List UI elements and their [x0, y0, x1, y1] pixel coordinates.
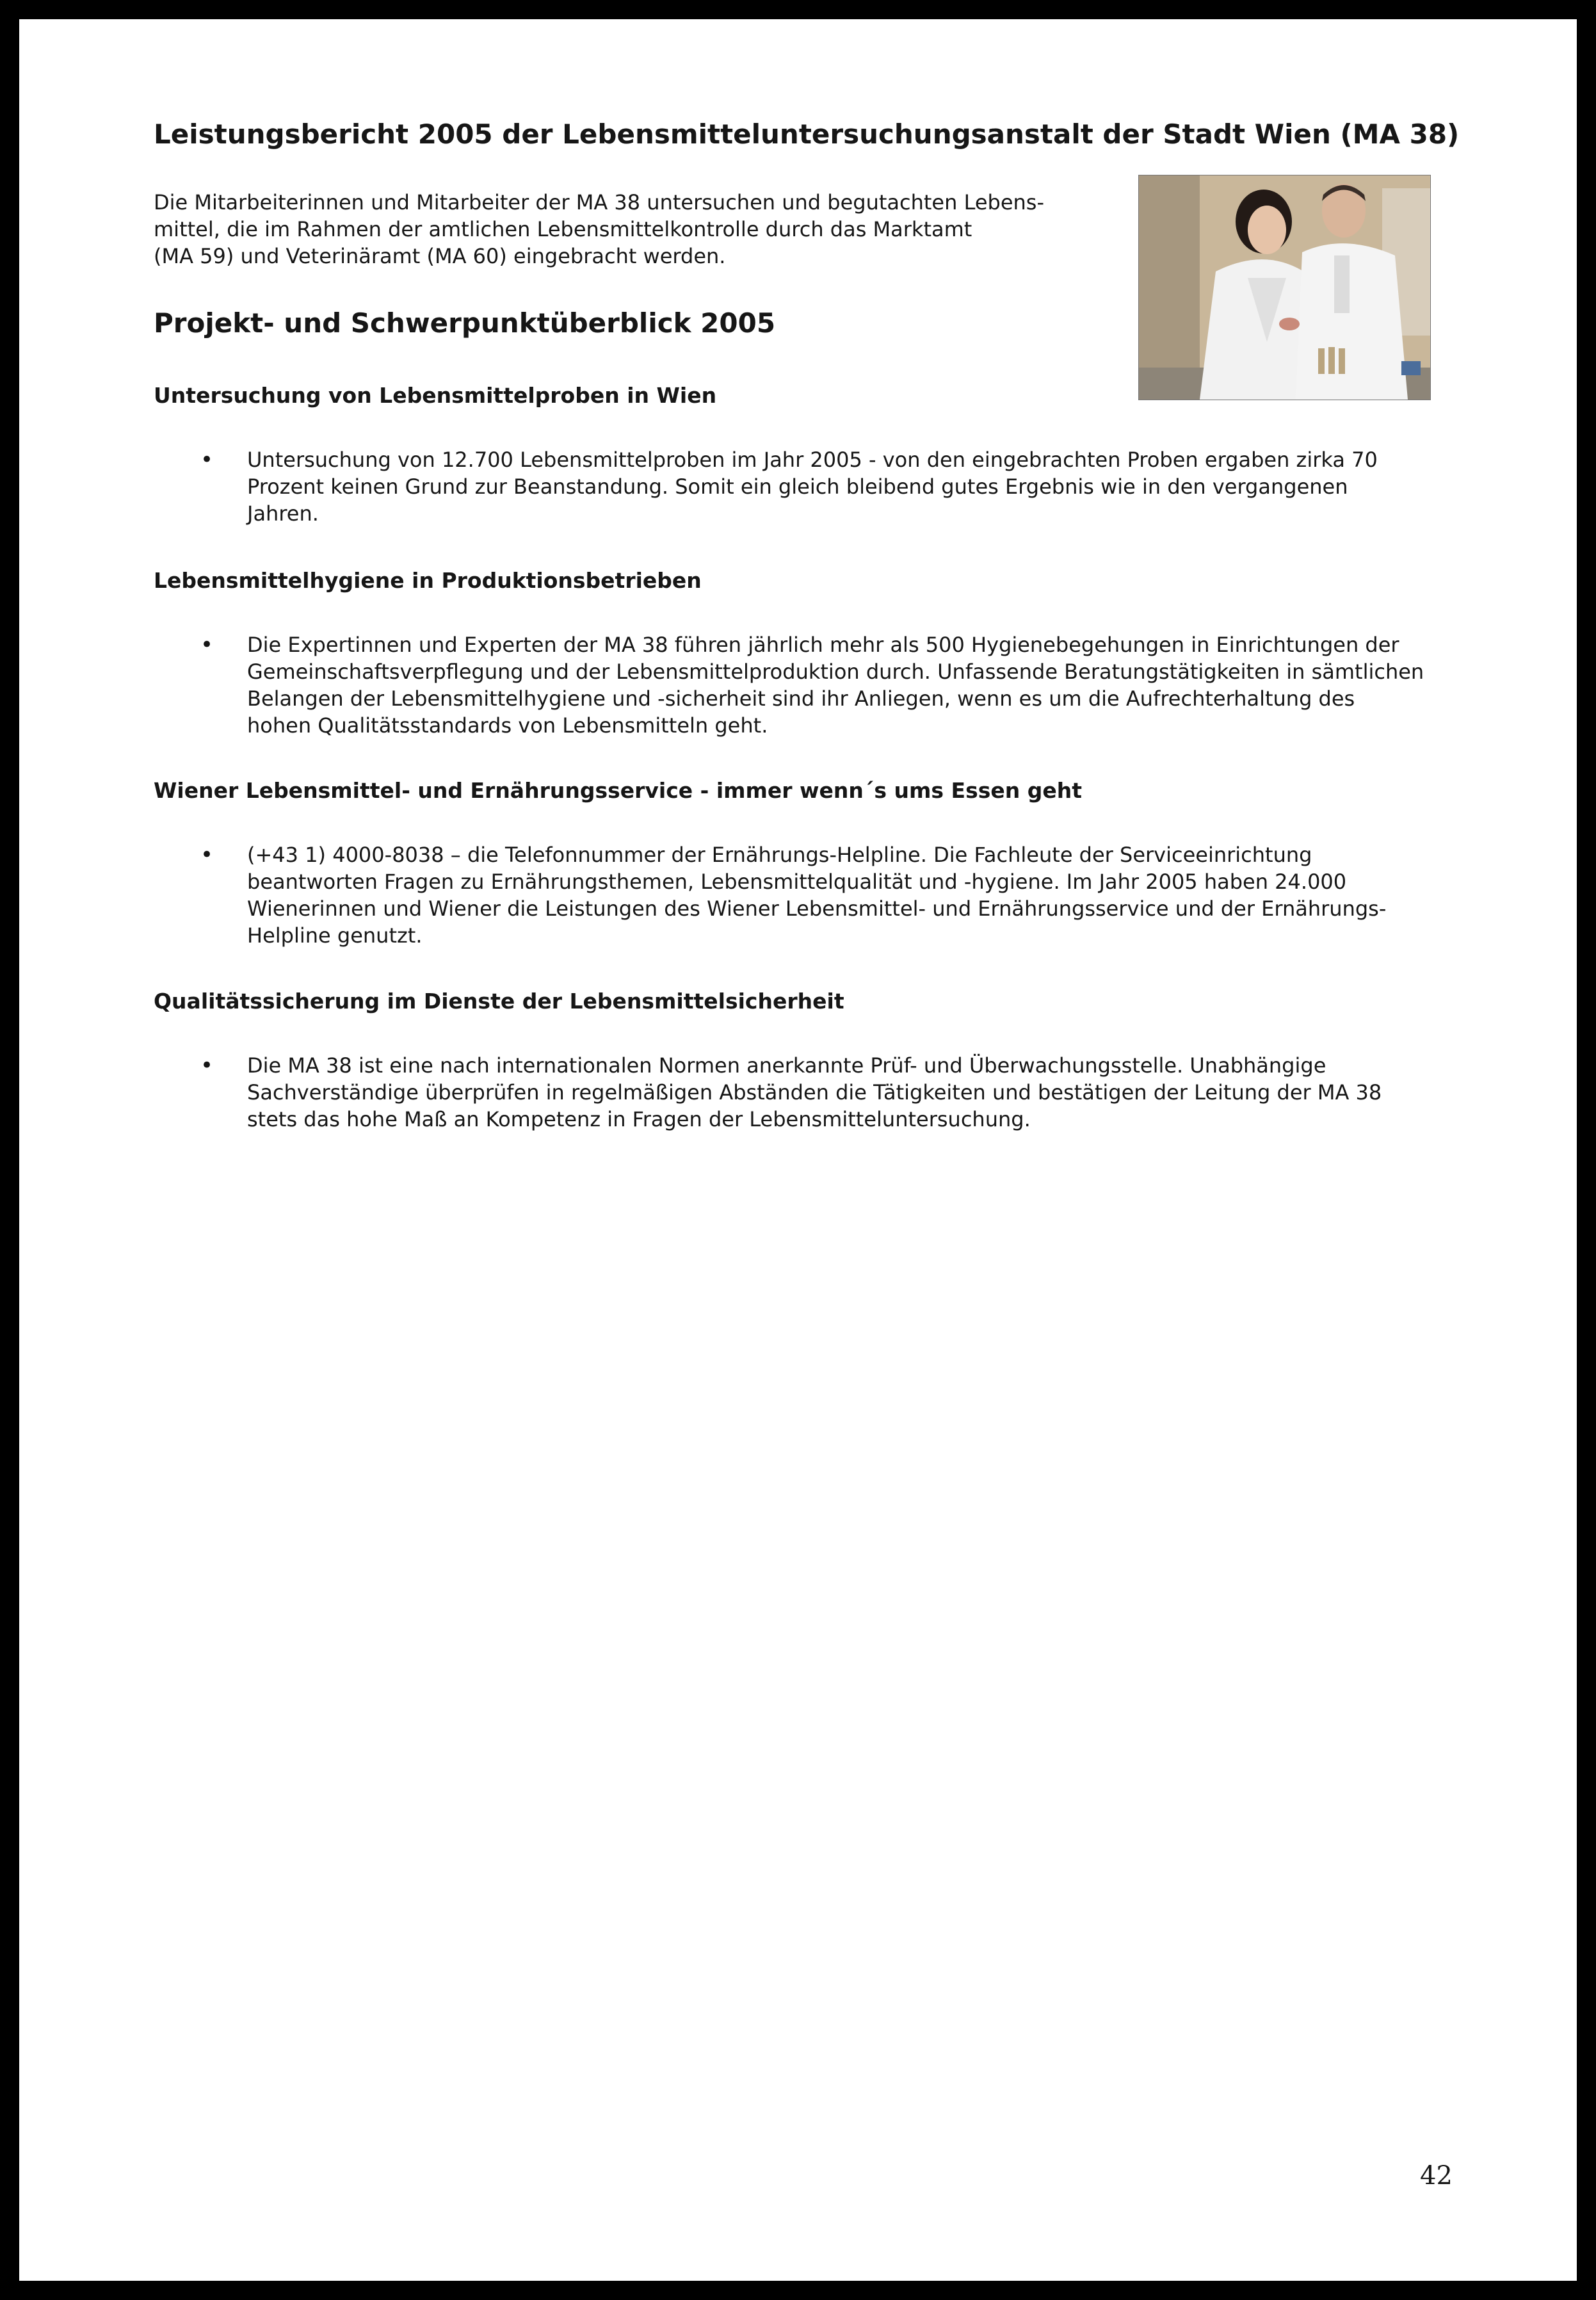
intro-paragraph	[154, 189, 1114, 270]
intro-line: (MA 59) und Veterinäramt (MA 60) eingebracht werden.	[154, 244, 726, 268]
lab-scientists-photo	[1138, 175, 1431, 400]
section-text-line: beantworten Fragen zu Ernährungsthemen, Lebensmittelqualität und -hygiene. Im Jahr 2005 haben 24.000	[247, 870, 1347, 894]
page-number: 42	[1420, 2161, 1453, 2191]
section-text-line: Jahren.	[247, 501, 319, 526]
section-text-line: Prozent keinen Grund zur Beanstandung. Somit ein gleich bleibend gutes Ergebnis wie in den vergangenen	[247, 474, 1348, 499]
intro-line: Die Mitarbeiterinnen und Mitarbeiter der MA 38 untersuchen und begutachten Lebens-	[154, 190, 1045, 215]
section-text-line: Belangen der Lebensmittelhygiene und -sicherheit sind ihr Anliegen, wenn es um die Aufrechterhaltung des	[247, 686, 1355, 711]
bullet-icon: •	[200, 632, 214, 658]
bullet-icon: •	[200, 842, 214, 868]
section-heading: Untersuchung von Lebensmittelproben in Wien	[154, 383, 717, 408]
section-text-line: Helpline genutzt.	[247, 923, 423, 948]
section-heading: Qualitätssicherung im Dienste der Lebensmittelsicherheit	[154, 989, 844, 1014]
section-text	[247, 1052, 1495, 1133]
lab-scientists-photo-icon	[1139, 175, 1430, 400]
section-text-line: Die Expertinnen und Experten der MA 38 führen jährlich mehr als 500 Hygienebegehungen in Einrichtungen der	[247, 633, 1399, 657]
document-page	[19, 19, 1577, 2281]
intro-line: mittel, die im Rahmen der amtlichen Lebensmittelkontrolle durch das Marktamt	[154, 217, 972, 241]
section-text	[247, 446, 1463, 527]
bullet-icon: •	[200, 447, 214, 473]
page-title: Leistungsbericht 2005 der Lebensmitteluntersuchungsanstalt der Stadt Wien (MA 38)	[154, 118, 1460, 150]
section-text	[247, 841, 1495, 949]
section-text-line: Wienerinnen und Wiener die Leistungen des Wiener Lebensmittel- und Ernährungsservice und der Ernährungs-	[247, 896, 1387, 921]
section-text-line: Untersuchung von 12.700 Lebensmittelproben im Jahr 2005 - von den eingebrachten Proben ergaben zirka 70	[247, 448, 1378, 472]
section-text-line: Sachverständige überprüfen in regelmäßigen Abständen die Tätigkeiten und bestätigen der Leitung der MA 38	[247, 1080, 1382, 1105]
section-text-line: Gemeinschaftsverpflegung und der Lebensmittelproduktion durch. Unfassende Beratungstätigkeiten in sämtlichen	[247, 660, 1424, 684]
section-text	[247, 631, 1495, 739]
section-text-line: Die MA 38 ist eine nach internationalen Normen anerkannte Prüf- und Überwachungsstelle. Unabhängige	[247, 1053, 1326, 1078]
section-heading: Lebensmittelhygiene in Produktionsbetrieben	[154, 568, 702, 593]
bullet-icon: •	[200, 1053, 214, 1078]
overview-heading: Projekt- und Schwerpunktüberblick 2005	[154, 307, 776, 339]
section-text-line: (+43 1) 4000-8038 – die Telefonnummer der Ernährungs-Helpline. Die Fachleute der Serviceeinrichtung	[247, 843, 1312, 867]
section-text-line: stets das hohe Maß an Kompetenz in Fragen der Lebensmitteluntersuchung.	[247, 1107, 1031, 1131]
section-text-line: hohen Qualitätsstandards von Lebensmitteln geht.	[247, 713, 768, 738]
section-heading: Wiener Lebensmittel- und Ernährungsservice - immer wenn´s ums Essen geht	[154, 778, 1083, 803]
